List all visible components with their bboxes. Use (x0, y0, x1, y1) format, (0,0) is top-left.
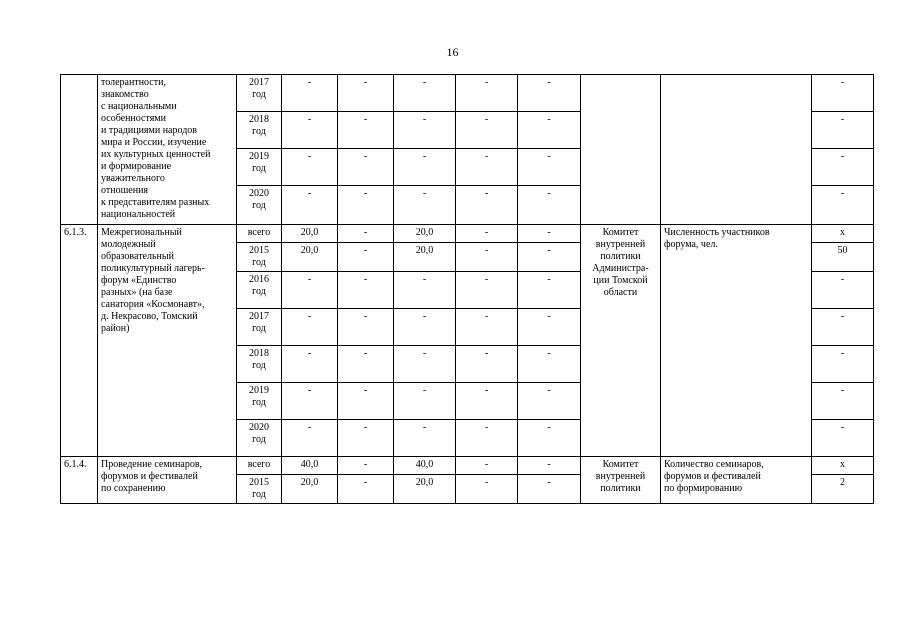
amount-federal-cell: - (338, 243, 394, 272)
amount-extra-cell: - (518, 383, 581, 420)
amount-federal-cell: - (338, 457, 394, 475)
amount-federal-cell: - (338, 225, 394, 243)
year-cell: 2018 год (237, 112, 282, 149)
table-row (61, 457, 874, 475)
target-value-cell: - (812, 149, 874, 186)
amount-regional-cell: - (394, 272, 456, 309)
program-table (60, 74, 874, 504)
item-description-cell: толерантности, знакомство с национальными особенностями и традициями народов мира и России, изучение их культурных ценностей и формирование уважительного отношения к представителям разных национальностей (98, 75, 237, 225)
executor-cell (581, 75, 661, 225)
year-cell: 2020 год (237, 420, 282, 457)
amount-federal-cell: - (338, 272, 394, 309)
page-number: 16 (446, 45, 459, 59)
item-number-cell (61, 75, 98, 225)
year-cell: 2017 год (237, 75, 282, 112)
amount-local-cell: - (456, 186, 518, 225)
year-cell: 2017 год (237, 309, 282, 346)
amount-regional-cell: - (394, 383, 456, 420)
amount-extra-cell: - (518, 272, 581, 309)
target-value-cell: - (812, 186, 874, 225)
amount-federal-cell: - (338, 309, 394, 346)
target-value-cell: х (812, 225, 874, 243)
item-description-cell: Проведение семинаров, форумов и фестивалей по сохранению (98, 457, 237, 504)
indicator-cell: Численность участников форума, чел. (661, 225, 812, 457)
table-row (61, 75, 874, 112)
amount-federal-cell: - (338, 383, 394, 420)
amount-regional-cell: 20,0 (394, 225, 456, 243)
amount-local-cell: - (456, 420, 518, 457)
amount-extra-cell: - (518, 309, 581, 346)
table-row (61, 225, 874, 243)
amount-regional-cell: - (394, 309, 456, 346)
item-number-cell: 6.1.3. (61, 225, 98, 457)
year-cell: 2015 год (237, 475, 282, 504)
amount-extra-cell: - (518, 149, 581, 186)
amount-federal-cell: - (338, 149, 394, 186)
amount-federal-cell: - (338, 420, 394, 457)
amount-total-cell: 20,0 (282, 475, 338, 504)
target-value-cell: - (812, 383, 874, 420)
amount-total-cell: - (282, 346, 338, 383)
amount-total-cell: - (282, 149, 338, 186)
target-value-cell: 50 (812, 243, 874, 272)
year-cell: 2019 год (237, 149, 282, 186)
amount-local-cell: - (456, 272, 518, 309)
amount-federal-cell: - (338, 475, 394, 504)
year-cell: 2016 год (237, 272, 282, 309)
year-cell: 2015 год (237, 243, 282, 272)
amount-extra-cell: - (518, 75, 581, 112)
amount-local-cell: - (456, 149, 518, 186)
amount-regional-cell: - (394, 186, 456, 225)
amount-extra-cell: - (518, 346, 581, 383)
year-cell: 2020 год (237, 186, 282, 225)
amount-local-cell: - (456, 309, 518, 346)
amount-regional-cell: - (394, 149, 456, 186)
amount-federal-cell: - (338, 346, 394, 383)
year-cell: 2019 год (237, 383, 282, 420)
amount-regional-cell: 20,0 (394, 475, 456, 504)
amount-local-cell: - (456, 383, 518, 420)
target-value-cell: - (812, 309, 874, 346)
amount-extra-cell: - (518, 243, 581, 272)
amount-federal-cell: - (338, 186, 394, 225)
amount-regional-cell: - (394, 346, 456, 383)
amount-extra-cell: - (518, 112, 581, 149)
target-value-cell: - (812, 420, 874, 457)
target-value-cell: - (812, 272, 874, 309)
item-number-cell: 6.1.4. (61, 457, 98, 504)
amount-regional-cell: - (394, 420, 456, 457)
amount-federal-cell: - (338, 75, 394, 112)
target-value-cell: - (812, 346, 874, 383)
amount-local-cell: - (456, 112, 518, 149)
year-cell: всего (237, 225, 282, 243)
amount-regional-cell: 20,0 (394, 243, 456, 272)
amount-total-cell: - (282, 75, 338, 112)
amount-local-cell: - (456, 457, 518, 475)
amount-total-cell: - (282, 309, 338, 346)
year-cell: всего (237, 457, 282, 475)
target-value-cell: - (812, 75, 874, 112)
year-cell: 2018 год (237, 346, 282, 383)
amount-total-cell: 40,0 (282, 457, 338, 475)
amount-local-cell: - (456, 475, 518, 504)
amount-local-cell: - (456, 243, 518, 272)
amount-regional-cell: 40,0 (394, 457, 456, 475)
amount-regional-cell: - (394, 75, 456, 112)
amount-total-cell: 20,0 (282, 225, 338, 243)
executor-cell: Комитет внутренней политики (581, 457, 661, 504)
indicator-cell (661, 75, 812, 225)
target-value-cell: 2 (812, 475, 874, 504)
amount-local-cell: - (456, 346, 518, 383)
amount-regional-cell: - (394, 112, 456, 149)
amount-local-cell: - (456, 225, 518, 243)
amount-local-cell: - (456, 75, 518, 112)
amount-extra-cell: - (518, 420, 581, 457)
amount-extra-cell: - (518, 225, 581, 243)
amount-extra-cell: - (518, 475, 581, 504)
amount-total-cell: - (282, 272, 338, 309)
target-value-cell: х (812, 457, 874, 475)
amount-total-cell: 20,0 (282, 243, 338, 272)
amount-federal-cell: - (338, 112, 394, 149)
amount-extra-cell: - (518, 186, 581, 225)
item-description-cell: Межрегиональный молодежный образовательный поликультурный лагерь- форум «Единство разных» (на базе санатория «Космонавт», д. Некрасово, Томский район) (98, 225, 237, 457)
target-value-cell: - (812, 112, 874, 149)
executor-cell: Комитет внутренней политики Администра- ции Томской области (581, 225, 661, 457)
indicator-cell: Количество семинаров, форумов и фестивалей по формированию (661, 457, 812, 504)
amount-total-cell: - (282, 112, 338, 149)
amount-extra-cell: - (518, 457, 581, 475)
amount-total-cell: - (282, 383, 338, 420)
amount-total-cell: - (282, 186, 338, 225)
amount-total-cell: - (282, 420, 338, 457)
